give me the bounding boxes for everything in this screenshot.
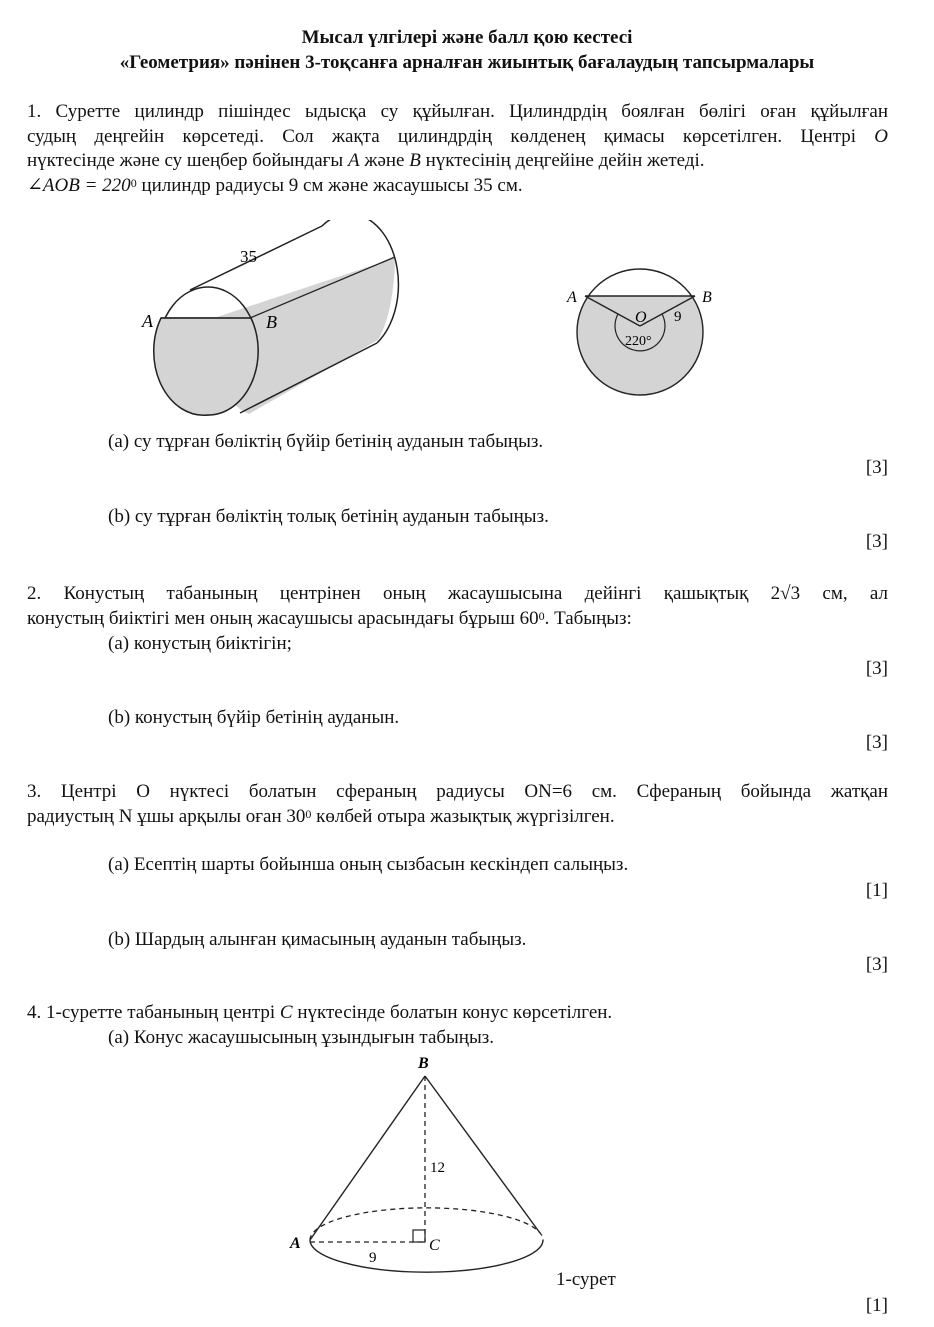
task1-line3-and: және xyxy=(359,150,410,171)
document-title: Мысал үлгілері және балл қою кестесі xyxy=(301,27,633,48)
task1-part-a-marks: [3] xyxy=(865,457,888,478)
task2-line2 xyxy=(27,607,888,632)
task4-line1-text: 4. 1-суретте табанының центрі xyxy=(27,1002,280,1023)
task1-line4-text: цилиндр радиусы 9 см және жасаушысы 35 см. xyxy=(136,174,523,196)
task1-line4 xyxy=(27,174,888,199)
task3-line2 xyxy=(27,805,888,830)
task1-line2 xyxy=(27,125,888,150)
task2-part-b: (b) конустың бүйір бетінің ауданын. xyxy=(108,707,400,728)
cone-height-label: 12 xyxy=(430,1160,445,1176)
task2-line1-text: 2. Конустың табанының центрінен оның жасаушысына дейінгі қашықтық xyxy=(27,583,771,604)
task1-point-b: B xyxy=(409,150,421,171)
task1-line2-text: судың деңгейін көрсетеді. Сол жақта цилиндрдің көлденең қимасы көрсетілген. Центрі xyxy=(27,125,875,147)
task3-text xyxy=(27,780,888,829)
task2-part-b-marks: [3] xyxy=(865,732,888,753)
cylinder-length-label: 35 xyxy=(240,247,257,266)
task4-part-a-marks: [1] xyxy=(865,1295,888,1316)
cone-radius-label: 9 xyxy=(369,1250,377,1266)
task1-angle-expr: ∠AOB = 220 xyxy=(27,174,131,196)
cone-center-c: C xyxy=(429,1237,440,1254)
task1-line3-end: нүктесінің деңгейіне дейін жетеді. xyxy=(420,150,705,171)
task3-line2-end: көлбей отыра жазықтық жүргізілген. xyxy=(311,805,615,827)
task3-part-b: (b) Шардың алынған қимасының ауданын табыңыз. xyxy=(108,929,527,950)
task4-text xyxy=(27,1001,888,1026)
task3-line2-sup: 0 xyxy=(305,806,312,821)
cylinder-point-b: B xyxy=(266,312,277,332)
task1-line1: 1. Суретте цилиндр пішіндес ыдысқа су құйылған. Цилиндрдің боялған бөлігі оған құйылған xyxy=(27,101,888,122)
task2-line1-end: см, ал xyxy=(800,583,888,604)
cone-point-a: A xyxy=(290,1235,301,1252)
task1-point-a: A xyxy=(347,150,360,171)
figure-caption: 1-сурет xyxy=(556,1269,616,1290)
task4-part-a: (a) Конус жасаушысының ұзындығын табыңыз. xyxy=(108,1027,494,1048)
task1-line3-text: нүктесінде және су шеңбер бойындағы xyxy=(27,150,348,171)
task3-part-a-marks: [1] xyxy=(865,880,888,901)
task2-line2-sup: 0 xyxy=(538,608,545,623)
task4-line1 xyxy=(27,1001,888,1026)
cone-apex-b: B xyxy=(418,1055,429,1072)
cylinder-figure xyxy=(130,220,430,420)
task3-line2-text: радиустың N ұшы арқылы оған 30 xyxy=(27,805,306,827)
task1-angle-sup: 0 xyxy=(130,175,137,190)
cross-section-point-b: B xyxy=(702,289,712,306)
cone-base-back xyxy=(310,1208,543,1240)
cross-section-figure xyxy=(560,255,730,415)
document-subtitle: «Геометрия» пәнінен 3-тоқсанға арналған жиынтық бағалаудың тапсырмалары xyxy=(119,52,815,73)
cone-right-angle-mark xyxy=(413,1230,425,1242)
task4-point-c: C xyxy=(279,1002,293,1023)
cone-slant-left xyxy=(310,1076,425,1240)
cross-section-center-o: O xyxy=(635,309,647,326)
task1-part-b-marks: [3] xyxy=(865,531,888,552)
cross-section-point-a: A xyxy=(567,289,577,306)
task2-line2-end: . Табыңыз: xyxy=(544,607,632,629)
task2-line1 xyxy=(27,582,888,607)
task3-part-a: (a) Есептің шарты бойынша оның сызбасын кескіндеп салыңыз. xyxy=(108,854,629,875)
task2-part-a-marks: [3] xyxy=(865,658,888,679)
cone-figure xyxy=(280,1050,580,1280)
task3-line1: 3. Центрі O нүктесі болатын сфераның радиусы ON=6 см. Сфераның бойында жатқан xyxy=(27,781,888,802)
task1-text xyxy=(27,100,888,198)
task1-line3 xyxy=(27,149,888,174)
task2-distance-math: 2√3 xyxy=(770,583,801,604)
cone-slant-right xyxy=(425,1076,540,1233)
task3-part-b-marks: [3] xyxy=(865,954,888,975)
task1-point-o: O xyxy=(874,125,888,147)
cone-base-front xyxy=(310,1240,543,1272)
task2-line2-text: конустың биіктігі мен оның жасаушысы арасындағы бұрыш 60 xyxy=(27,607,539,629)
task1-part-a: (a) су тұрған бөліктің бүйір бетінің ауданын табыңыз. xyxy=(108,431,544,452)
task1-part-b: (b) су тұрған бөліктің толық бетінің ауданын табыңыз. xyxy=(108,506,549,527)
cross-section-radius-label: 9 xyxy=(674,309,682,325)
task2-text xyxy=(27,582,888,631)
task2-part-a: (a) конустың биіктігін; xyxy=(108,633,292,654)
cross-section-angle-label: 220° xyxy=(625,334,652,349)
cylinder-point-a: A xyxy=(142,311,153,331)
task4-line1-end: нүктесінде болатын конус көрсетілген. xyxy=(292,1002,613,1023)
